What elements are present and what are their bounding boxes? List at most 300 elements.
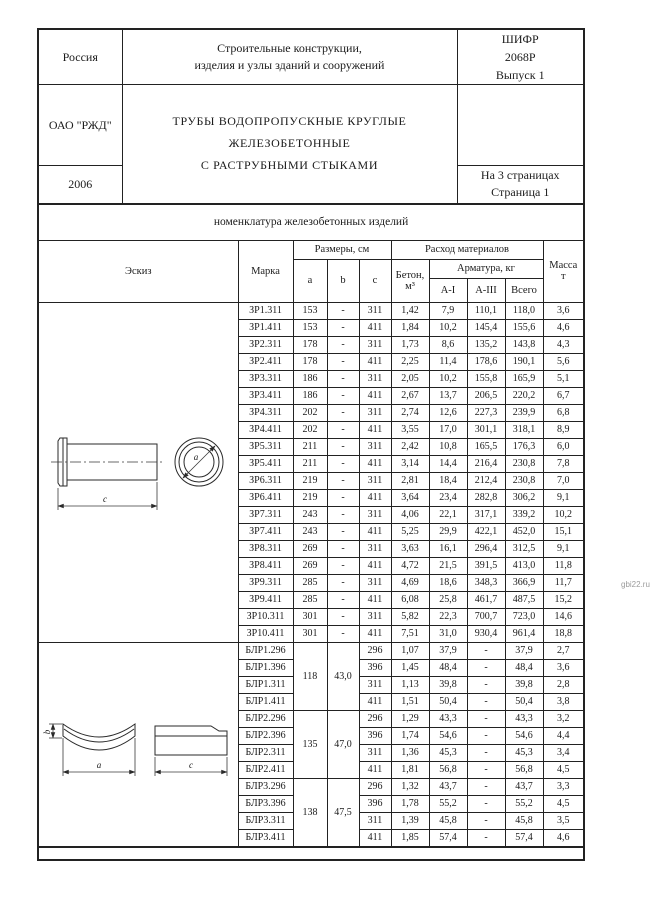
col-header-sketch: Эскиз [38,240,238,302]
cell-a3: - [467,812,505,829]
cell-a3: - [467,693,505,710]
series-title-line1: Строительные конструкции, [217,40,362,55]
cell-concrete: 1,45 [391,659,429,676]
cell-mark: ЗР2.411 [238,353,293,370]
cell-a1: 45,3 [429,744,467,761]
cell-b: - [327,489,359,506]
cell-a: 202 [293,421,327,438]
cell-a3: - [467,744,505,761]
cell-total: 312,5 [505,540,543,557]
cell-b: - [327,608,359,625]
cell-c: 411 [359,455,391,472]
sketch-cell-pipe [38,302,238,642]
cell-c: 411 [359,353,391,370]
cell-concrete: 2,05 [391,370,429,387]
cell-total: 318,1 [505,421,543,438]
cell-total: 45,3 [505,744,543,761]
saddle-section [63,724,135,750]
cell-mass: 7,8 [543,455,584,472]
cell-c: 411 [359,625,391,642]
cell-b: - [327,438,359,455]
cell-a3: 155,8 [467,370,505,387]
cell-concrete: 5,82 [391,608,429,625]
cell-concrete: 4,69 [391,574,429,591]
watermark: gbi22.ru [621,580,650,589]
cell-concrete: 7,51 [391,625,429,642]
cell-total: 239,9 [505,404,543,421]
cell-total: 230,8 [505,455,543,472]
cell-b: - [327,421,359,438]
cell-a1: 22,3 [429,608,467,625]
cell-mark: БЛР3.411 [238,829,293,847]
cell-a1: 23,4 [429,489,467,506]
cell-total: 339,2 [505,506,543,523]
cell-mark: БЛР2.296 [238,710,293,727]
cell-a3: 282,8 [467,489,505,506]
cell-total: 176,3 [505,438,543,455]
cell-concrete: 2,67 [391,387,429,404]
cell-a1: 13,7 [429,387,467,404]
cell-concrete: 6,08 [391,591,429,608]
cell-total: 56,8 [505,761,543,778]
cell-c: 396 [359,795,391,812]
cell-b: 43,0 [327,642,359,710]
cell-a3: - [467,829,505,847]
cell-a3: 301,1 [467,421,505,438]
cell-a1: 57,4 [429,829,467,847]
cell-mass: 9,1 [543,489,584,506]
cell-mass: 3,6 [543,302,584,319]
cell-mark: БЛР2.311 [238,744,293,761]
cell-a: 186 [293,387,327,404]
cell-a1: 43,3 [429,710,467,727]
cell-b: - [327,353,359,370]
cell-a1: 21,5 [429,557,467,574]
cell-mass: 6,0 [543,438,584,455]
cell-mark: ЗР8.411 [238,557,293,574]
cell-concrete: 1,36 [391,744,429,761]
cell-concrete: 3,64 [391,489,429,506]
cell-c: 411 [359,489,391,506]
cell-c: 311 [359,370,391,387]
cell-mark: ЗР1.311 [238,302,293,319]
cell-total: 723,0 [505,608,543,625]
cell-mark: ЗР3.411 [238,387,293,404]
cell-mass: 3,8 [543,693,584,710]
cell-concrete: 3,55 [391,421,429,438]
doc-header-block [37,28,585,205]
cell-c: 311 [359,608,391,625]
doc-title-line2: ЖЕЛЕЗОБЕТОННЫЕ [228,135,351,150]
cell-mark: БЛР3.311 [238,812,293,829]
cell-a1: 17,0 [429,421,467,438]
table-row [38,29,584,85]
cell-a1: 56,8 [429,761,467,778]
nomenclature-table [37,203,585,861]
col-header-mark: Марка [238,240,293,302]
cell-total: 306,2 [505,489,543,506]
cell-b: - [327,625,359,642]
cell-concrete: 1,07 [391,642,429,659]
cell-b: - [327,370,359,387]
cell-c: 311 [359,676,391,693]
cell-c: 411 [359,829,391,847]
cell-a1: 48,4 [429,659,467,676]
cell-a: 178 [293,336,327,353]
cell-c: 411 [359,693,391,710]
cell-mark: БЛР1.396 [238,659,293,676]
cell-a: 219 [293,472,327,489]
col-header-rebar-a3: А-III [467,278,505,302]
cell-concrete: 1,29 [391,710,429,727]
col-header-dim-c: c [359,259,391,302]
cell-a3: 700,7 [467,608,505,625]
pages-info-line2: Страница 1 [491,185,550,200]
cell-mass: 4,3 [543,336,584,353]
cell-c: 411 [359,421,391,438]
cell-mark: ЗР6.311 [238,472,293,489]
cell-mark: ЗР7.411 [238,523,293,540]
cell-mark: БЛР2.411 [238,761,293,778]
cell-c: 311 [359,472,391,489]
cell-total: 155,6 [505,319,543,336]
organization-cell: ОАО "РЖД" [38,85,122,166]
cell-a3: 348,3 [467,574,505,591]
cell-a3: 212,4 [467,472,505,489]
cell-mass: 3,3 [543,778,584,795]
cell-mark: БЛР1.296 [238,642,293,659]
cell-concrete: 1,74 [391,727,429,744]
cell-a: 269 [293,557,327,574]
cell-a1: 25,8 [429,591,467,608]
cell-mass: 3,6 [543,659,584,676]
cell-a: 269 [293,540,327,557]
cell-a1: 18,4 [429,472,467,489]
sketch-cell-saddle [38,642,238,847]
cell-concrete: 1,78 [391,795,429,812]
cell-total: 452,0 [505,523,543,540]
cell-mass: 3,4 [543,744,584,761]
cell-mass: 6,7 [543,387,584,404]
cell-mass: 8,9 [543,421,584,438]
cell-mark: ЗР5.311 [238,438,293,455]
cell-a: 219 [293,489,327,506]
cell-concrete: 1,51 [391,693,429,710]
cell-total: 961,4 [505,625,543,642]
cell-a1: 29,9 [429,523,467,540]
cell-concrete: 3,63 [391,540,429,557]
cell-b: - [327,540,359,557]
cell-c: 311 [359,506,391,523]
col-header-mass [543,240,584,302]
cell-mass: 11,8 [543,557,584,574]
cell-a3: 296,4 [467,540,505,557]
cell-c: 311 [359,336,391,353]
cell-a: 178 [293,353,327,370]
cell-a1: 10,8 [429,438,467,455]
table-row [38,642,584,659]
cell-a3: 422,1 [467,523,505,540]
cell-mark: БЛР3.296 [238,778,293,795]
cell-mass: 4,6 [543,829,584,847]
cell-c: 411 [359,523,391,540]
year-cell: 2006 [38,166,122,204]
cell-a: 153 [293,302,327,319]
cell-mass: 15,2 [543,591,584,608]
cell-b: 47,0 [327,710,359,778]
cell-b: 47,5 [327,778,359,847]
cell-c: 411 [359,319,391,336]
cell-mark: ЗР10.311 [238,608,293,625]
col-header-materials: Расход материалов [391,240,543,259]
cell-a3: 216,4 [467,455,505,472]
cell-mass: 4,4 [543,727,584,744]
cell-concrete: 1,39 [391,812,429,829]
cell-concrete: 4,72 [391,557,429,574]
cell-a1: 43,7 [429,778,467,795]
cell-total: 45,8 [505,812,543,829]
cell-a: 118 [293,642,327,710]
cell-a3: 145,4 [467,319,505,336]
table-row [38,240,584,259]
cell-total: 487,5 [505,591,543,608]
cell-a3: - [467,659,505,676]
empty-footer-row [38,847,584,860]
pages-info-line1: На 3 страницах [480,167,560,182]
cell-mass: 10,2 [543,506,584,523]
cell-a1: 11,4 [429,353,467,370]
country-cell: Россия [38,29,122,85]
table-row [38,302,584,319]
cell-concrete: 2,42 [391,438,429,455]
col-header-mass-line2: т [561,271,566,282]
cell-a3: - [467,778,505,795]
cell-a: 186 [293,370,327,387]
cell-mass: 5,1 [543,370,584,387]
cell-total: 165,9 [505,370,543,387]
cell-a3: 461,7 [467,591,505,608]
cell-a1: 37,9 [429,642,467,659]
cell-total: 55,2 [505,795,543,812]
cell-c: 311 [359,744,391,761]
cell-total: 50,4 [505,693,543,710]
cell-c: 411 [359,761,391,778]
cell-c: 296 [359,642,391,659]
cell-concrete: 1,13 [391,676,429,693]
cell-c: 396 [359,727,391,744]
cell-a1: 55,2 [429,795,467,812]
cell-a1: 10,2 [429,370,467,387]
doc-title-line3: С РАСТРУБНЫМИ СТЫКАМИ [200,157,379,172]
cell-concrete: 1,32 [391,778,429,795]
cell-a: 243 [293,523,327,540]
cell-mark: ЗР9.311 [238,574,293,591]
cell-a3: - [467,710,505,727]
cell-total: 230,8 [505,472,543,489]
cell-a3: - [467,761,505,778]
doc-title-line1: ТРУБЫ ВОДОПРОПУСКНЫЕ КРУГЛЫЕ [172,114,407,129]
cell-b: - [327,336,359,353]
cell-total: 39,8 [505,676,543,693]
cell-a: 153 [293,319,327,336]
col-header-dimensions: Размеры, см [293,240,391,259]
cell-a1: 39,8 [429,676,467,693]
cell-a3: 135,2 [467,336,505,353]
table-row [38,204,584,241]
cell-c: 311 [359,812,391,829]
document-sheet [37,28,650,861]
cell-concrete: 1,85 [391,829,429,847]
cell-c: 396 [359,659,391,676]
dim-label-c: c [103,494,108,504]
cell-a: 285 [293,574,327,591]
cell-concrete: 1,42 [391,302,429,319]
cell-mass: 18,8 [543,625,584,642]
cell-a: 211 [293,438,327,455]
col-header-rebar-a1: А-I [429,278,467,302]
cell-a: 138 [293,778,327,847]
cell-concrete: 1,84 [391,319,429,336]
cell-a3: - [467,795,505,812]
cell-b: - [327,591,359,608]
cell-c: 311 [359,302,391,319]
cell-total: 48,4 [505,659,543,676]
cell-b: - [327,455,359,472]
cell-b: - [327,574,359,591]
cell-total: 54,6 [505,727,543,744]
cell-total: 43,7 [505,778,543,795]
doc-title [122,85,457,204]
cell-mass: 5,6 [543,353,584,370]
cell-mass: 4,5 [543,761,584,778]
col-header-mass-line1: Масса [549,260,578,271]
cell-mark: ЗР1.411 [238,319,293,336]
doc-code-issue: Выпуск 1 [495,68,545,82]
dim-label-c: c [189,760,194,770]
cell-a1: 7,9 [429,302,467,319]
table-row [38,85,584,166]
cell-b: - [327,472,359,489]
cell-b: - [327,302,359,319]
cell-total: 43,3 [505,710,543,727]
cell-mark: ЗР9.411 [238,591,293,608]
cell-total: 57,4 [505,829,543,847]
cell-a: 135 [293,710,327,778]
cell-a3: 317,1 [467,506,505,523]
cell-b: - [327,387,359,404]
cell-mass: 6,8 [543,404,584,421]
col-header-concrete-line2: м³ [405,280,415,292]
cell-mark: БЛР1.411 [238,693,293,710]
cell-c: 296 [359,710,391,727]
cell-c: 311 [359,404,391,421]
cell-a1: 54,6 [429,727,467,744]
cell-a1: 14,4 [429,455,467,472]
cell-a1: 50,4 [429,693,467,710]
empty-stamp-cell [457,85,584,166]
cell-total: 190,1 [505,353,543,370]
cell-a3: 391,5 [467,557,505,574]
cell-mark: БЛР2.396 [238,727,293,744]
col-header-dim-a: a [293,259,327,302]
cell-a3: - [467,642,505,659]
cell-a: 285 [293,591,327,608]
cell-total: 37,9 [505,642,543,659]
cell-mark: ЗР4.411 [238,421,293,438]
cell-a3: 930,4 [467,625,505,642]
cell-mass: 14,6 [543,608,584,625]
cell-b: - [327,557,359,574]
doc-code-label: ШИФР [501,32,539,46]
cell-c: 311 [359,438,391,455]
cell-concrete: 3,14 [391,455,429,472]
section-title-banner: номенклатура железобетонных изделий [38,204,584,241]
cell-a1: 45,8 [429,812,467,829]
col-header-rebar: Арматура, кг [429,259,543,278]
cell-a3: - [467,676,505,693]
pipe-drawing [47,422,229,522]
saddle-drawing [43,698,233,790]
cell-b: - [327,523,359,540]
cell-a1: 18,6 [429,574,467,591]
cell-a3: 165,5 [467,438,505,455]
col-header-rebar-total: Всего [505,278,543,302]
cell-mark: ЗР7.311 [238,506,293,523]
cell-mass: 4,5 [543,795,584,812]
cell-a1: 8,6 [429,336,467,353]
cell-mass: 3,2 [543,710,584,727]
cell-a1: 22,1 [429,506,467,523]
doc-code [457,29,584,85]
cell-total: 366,9 [505,574,543,591]
cell-a: 301 [293,608,327,625]
col-header-concrete [391,259,429,302]
cell-mass: 9,1 [543,540,584,557]
cell-concrete: 2,25 [391,353,429,370]
cell-a: 243 [293,506,327,523]
cell-mark: ЗР4.311 [238,404,293,421]
dim-label-a: a [97,760,102,770]
cell-mass: 7,0 [543,472,584,489]
cell-a3: - [467,727,505,744]
cell-total: 118,0 [505,302,543,319]
cell-a: 211 [293,455,327,472]
cell-c: 311 [359,540,391,557]
cell-concrete: 2,74 [391,404,429,421]
cell-a1: 10,2 [429,319,467,336]
cell-mark: БЛР1.311 [238,676,293,693]
cell-mark: ЗР10.411 [238,625,293,642]
cell-c: 411 [359,557,391,574]
cell-c: 296 [359,778,391,795]
cell-a3: 110,1 [467,302,505,319]
col-header-dim-b: b [327,259,359,302]
cell-concrete: 1,81 [391,761,429,778]
cell-concrete: 5,25 [391,523,429,540]
table-row [38,847,584,860]
cell-mass: 3,5 [543,812,584,829]
dim-label-a: a [194,452,199,462]
cell-a: 202 [293,404,327,421]
cell-a3: 178,6 [467,353,505,370]
cell-mark: ЗР6.411 [238,489,293,506]
cell-a1: 12,6 [429,404,467,421]
cell-total: 220,2 [505,387,543,404]
cell-c: 411 [359,387,391,404]
cell-mass: 2,7 [543,642,584,659]
dim-label-b: b [42,729,53,735]
cell-mark: ЗР5.411 [238,455,293,472]
